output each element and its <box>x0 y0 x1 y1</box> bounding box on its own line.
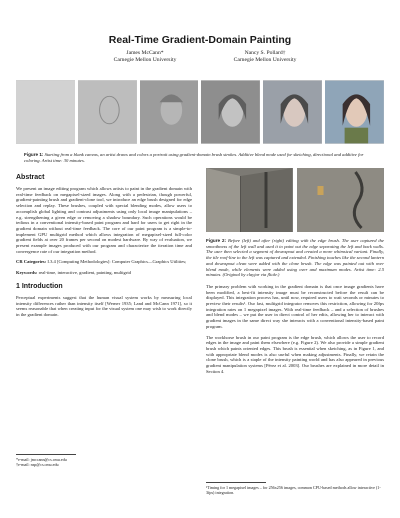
footnote-rule <box>206 482 266 483</box>
keywords <box>16 270 192 276</box>
abstract-text: We present an image editing program which allows artists to paint in the gradient domain with real-time feedback on megapixel-sized images. Along with a pedestrian, though powerful, gradient-painting brush and gradient-clone tool, we introduce an edge brush designed for edge selection and replay. These brushes, coupled with special blending modes, allow users to accomplish global lighting and contrast adjustments using only local image manipulations – e.g. strengthening a given edge or removing a shadow boundary. Such operations would be tedious in a conventional intensity-based paint program and hard for users to get right in the gradient domain without real-time feedback. The core of our paint program is a simple-to-implement GPU multigrid method which allows integration of megapixel-sized full-color gradient fields at over 20 frames per second on modest hardware. By way of evaluation, we present example images produced with our program and characterize the iteration time and convergence rate of our integration method. <box>16 186 192 254</box>
body-paragraph: The workhorse brush in our paint program is the edge brush, which allows the user to record edges in the image and paint them elsewhere (e.g. Figure 2). We also provide a simple gradient brush which paints oriented edges. This brush is essential when sketching, as in Figure 1, and with appropriate blend modes is also useful when making adjustments. Finally, we retain the clone brush, which is a staple of the intensity painting world and has also appeared in previous gradient manipulation systems [Pérez et al. 2003]. Our brushes are explained in more detail in Section 4. <box>206 334 384 374</box>
caption-text: Before (left) and after (right) editing with the edge brush. The user captured the smoothness of the left wall and used it to paint out the edge separating the left and back walls. The user then selected a segment of downspout and created a more whimsical variant. Finally, the tile roof-line to the left was captured and extended. Finishing touches like the second lantern and downspout clean were added with the clone brush. The edge was painted out with over blend mode, while elements were added using over and maximum modes. Artist time: 2.5 minutes. (Original by clayjar via flickr.) <box>206 238 384 278</box>
author-name: Nancy S. Pollard† <box>244 50 286 56</box>
figure-1-panel <box>78 80 137 144</box>
caption-label: Figure 1: <box>24 152 44 157</box>
author-affiliation: Carnegie Mellon University <box>113 57 177 63</box>
footnote: ¹Timing for 1 megapixel images – for 256x256 images, common CPU-based methods allow interactive (1-3fps) integration. <box>206 485 381 495</box>
figure-2-caption <box>206 238 384 278</box>
body-paragraph: The primary problem with working in the gradient domain is that once image gradients have been modified, a best-fit intensity image must be reconstructed before the result can be displayed. This integration process has, until now, required users to wait seconds or minutes to preview their results¹. Our fast, multigrid integrator removes this restriction, allowing for 20fps integration rates on 1 megapixel images. With real-time feedback – and a selection of brushes and blend modes – we put the user in direct control of her edits, allowing her to interact with gradient images in the same direct way she interacts with a conventional intensity-based paint program. <box>206 283 384 329</box>
footnote-rule <box>16 454 76 455</box>
left-column <box>16 174 192 318</box>
right-column <box>206 168 384 374</box>
figure-1-images <box>16 80 384 144</box>
cr-categories <box>16 259 192 265</box>
cr-text: I.3.4 [Computing Methodologies]: Computer Graphics—Graphics Utilities; <box>47 259 187 265</box>
abstract-heading: Abstract <box>16 174 45 181</box>
paper-title: Real-Time Gradient-Domain Painting <box>108 34 292 46</box>
figure-2-before <box>206 168 293 232</box>
figure-1-caption <box>24 152 376 163</box>
figure-1-panel <box>201 80 260 144</box>
figure-1-panel <box>16 80 75 144</box>
right-footnotes <box>206 482 384 495</box>
caption-label: Figure 2: <box>206 238 227 243</box>
author-name: James McCann* <box>126 50 164 56</box>
figure-2-after <box>297 168 384 232</box>
keywords-label: Keywords: <box>16 270 38 276</box>
left-footnotes <box>16 454 192 467</box>
footnote: †e-mail: nsp@cs.cmu.edu <box>16 462 59 467</box>
figure-1-panel <box>263 80 322 144</box>
caption-text: Starting from a blank canvas, an artist draws and colors a portrait using gradient-domain brush strokes. Additive blend mode used for sketching, directional and additive for coloring. Artist time: 30 minutes. <box>24 152 364 163</box>
intro-heading: 1 Introduction <box>16 282 63 290</box>
cr-label: CR Categories: <box>16 259 47 265</box>
keywords-text: real-time, interactive, gradient, painting, multigrid <box>38 270 131 276</box>
footnote: *e-mail: jmccann@cs.cmu.edu <box>16 457 67 462</box>
figure-2-images <box>206 168 384 232</box>
author-block-2 <box>190 50 340 64</box>
intro-text: Perceptual experiments suggest that the human visual system works by measuring local intensity differences rather than intensity itself [Werner 1935; Land and McCann 1971], so it seems reasonable that when creating input for the visual system one may wish to work directly in the gradient domain. <box>16 294 192 317</box>
figure-1-panel <box>325 80 384 144</box>
author-affiliation: Carnegie Mellon University <box>233 57 297 63</box>
figure-1-panel <box>140 80 199 144</box>
